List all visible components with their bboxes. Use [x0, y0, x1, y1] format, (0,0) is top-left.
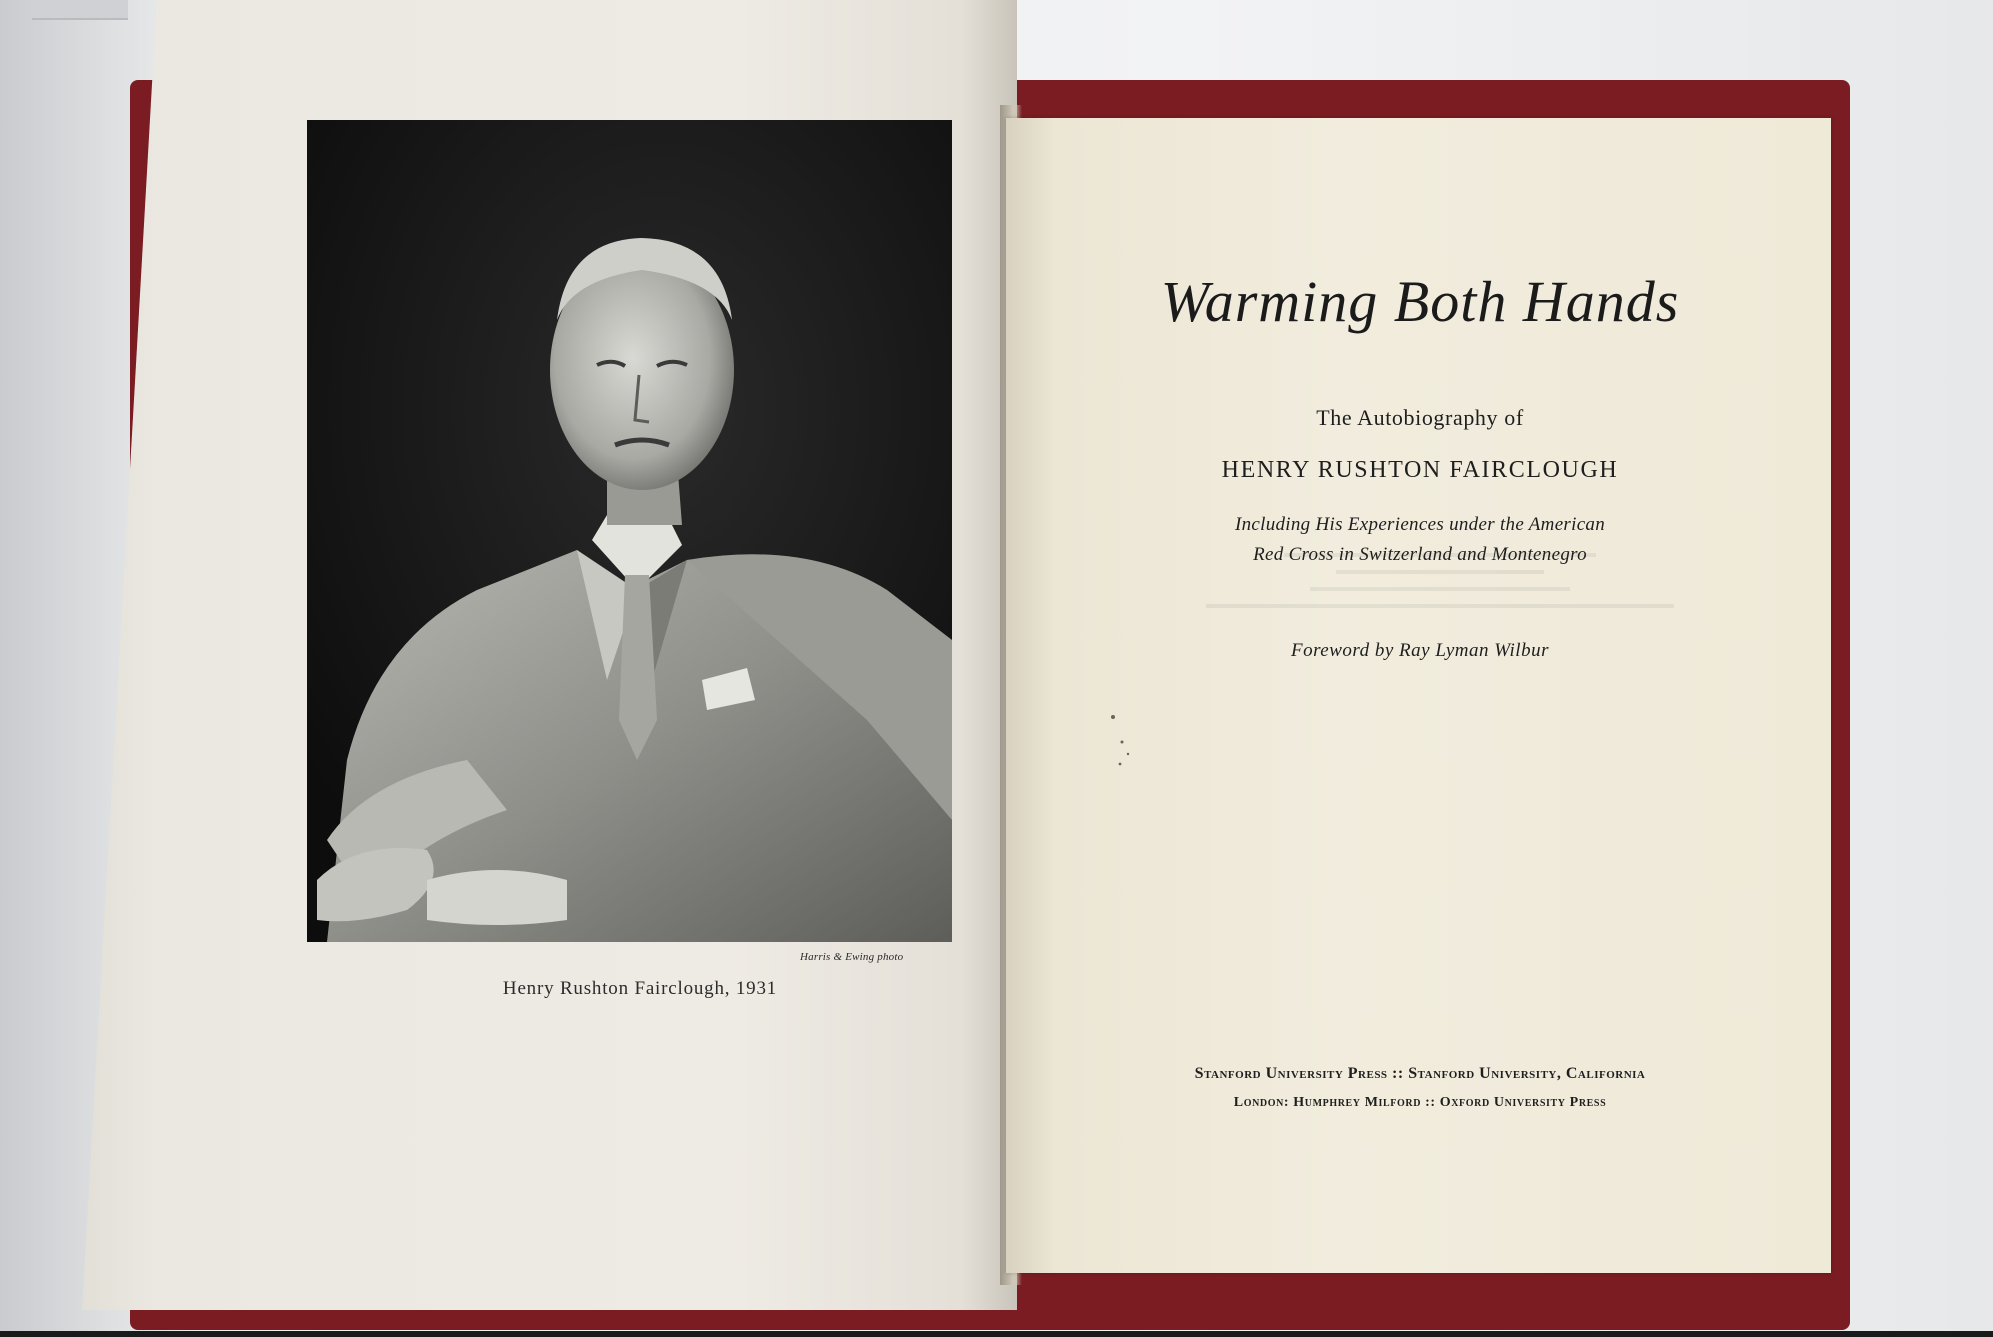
book-author: HENRY RUSHTON FAIRCLOUGH	[1221, 457, 1619, 483]
photo-credit: Harris & Ewing photo	[800, 951, 904, 963]
portrait-caption: Henry Rushton Fairclough, 1931	[502, 978, 778, 999]
description-line: Red Cross in Switzerland and Montenegro	[1253, 544, 1587, 565]
publisher-line-london: London: Humphrey Milford :: Oxford University Press	[1233, 1095, 1607, 1110]
publisher-line: Stanford University Press :: Stanford University, California	[1194, 1065, 1646, 1082]
book-foreword: Foreword by Ray Lyman Wilbur	[1291, 640, 1549, 661]
portrait-illustration	[307, 120, 952, 942]
corner-object	[32, 0, 128, 20]
paper-specks	[1108, 712, 1138, 772]
book-title: Warming Both Hands	[1160, 269, 1680, 334]
book-description	[1040, 510, 1800, 570]
portrait-photograph	[307, 120, 952, 942]
bottom-edge	[0, 1331, 1993, 1337]
book-subtitle: The Autobiography of	[1316, 405, 1524, 430]
description-line: Including His Experiences under the American	[1234, 514, 1606, 535]
